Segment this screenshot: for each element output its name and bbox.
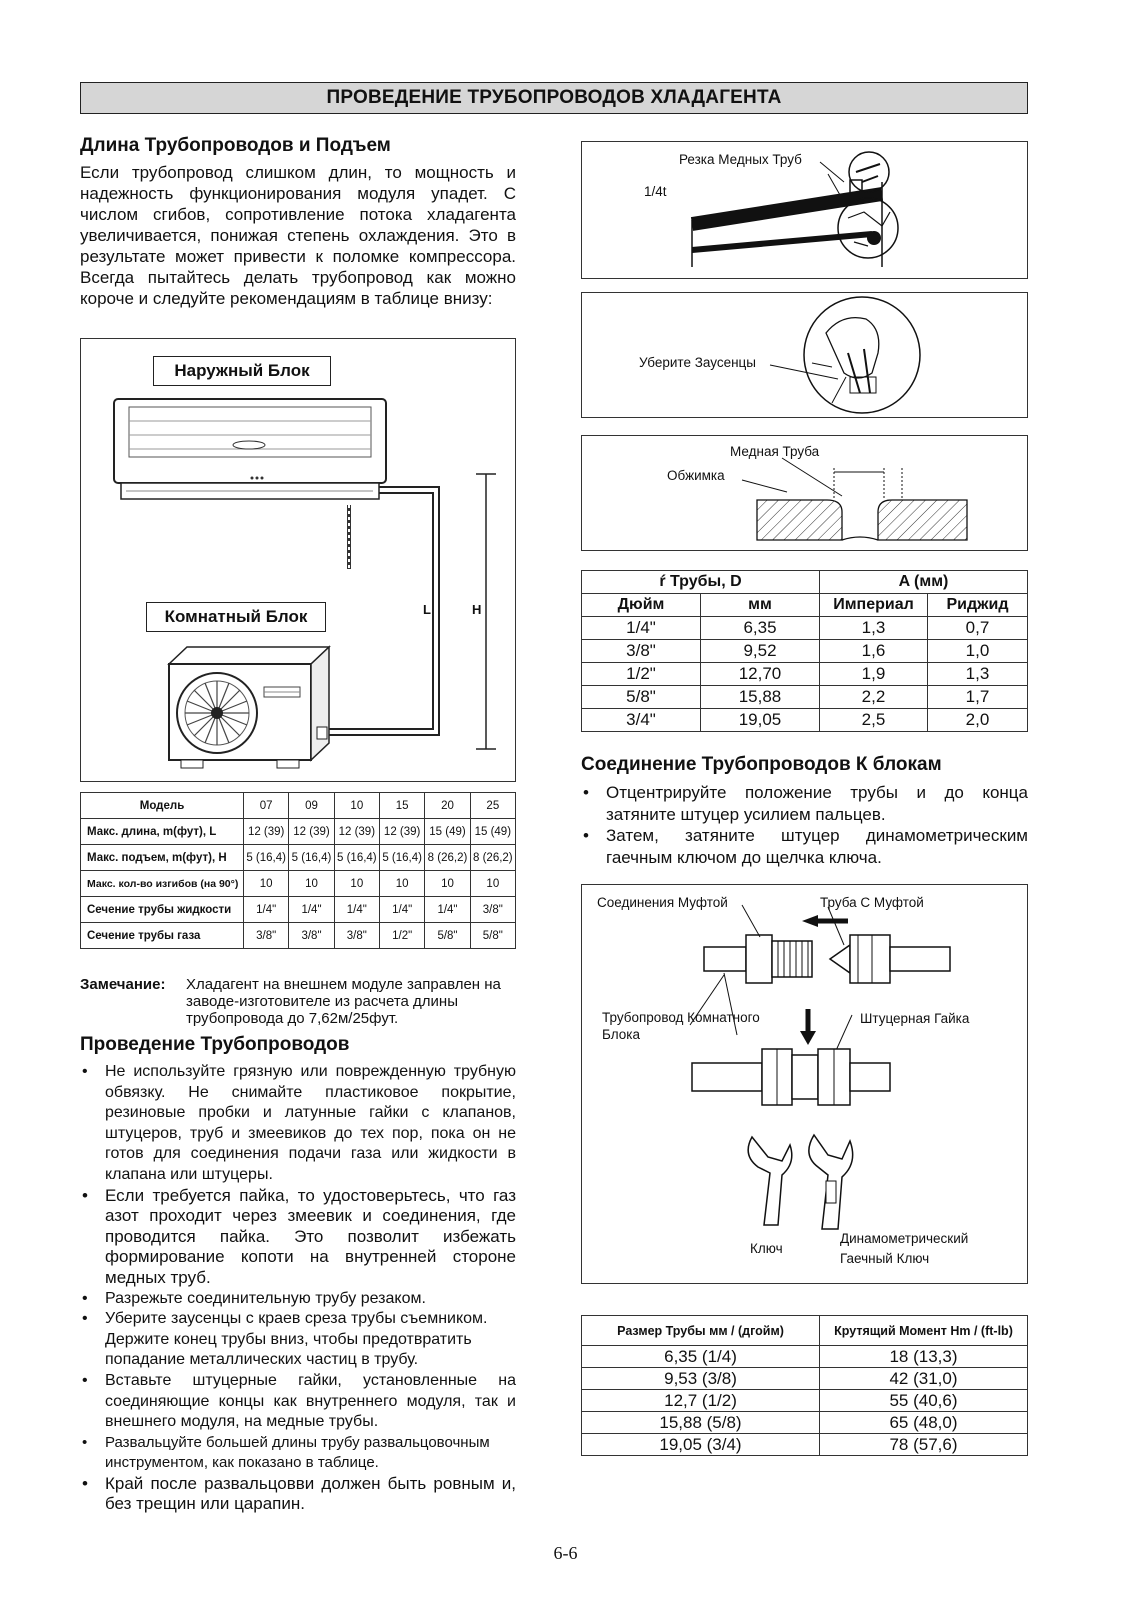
table-row: [582, 1412, 1028, 1434]
torque-header-cell: Размер Трубы мм / (дгойм): [582, 1316, 820, 1346]
flare-nut-label: Штуцерная Гайка: [860, 1011, 970, 1026]
spec-cell: 10: [379, 871, 424, 897]
table-cell: 78 (57,6): [820, 1434, 1028, 1456]
torque-header-cell: Крутящий Момент Hm / (ft-lb): [820, 1316, 1028, 1346]
list-item: • Уберите заусенцы с краев среза трубы съемником. Держите конец трубы вниз, чтобы предотвратить попадание металлических частиц в трубу.: [80, 1309, 516, 1371]
list-item: • Разрежьте соединительную трубу резаком.: [80, 1289, 516, 1310]
spec-row: [81, 845, 516, 871]
list-item: • Развальцуйте большей длины трубу развальцовочным инструментом, как показано в таблице.: [80, 1433, 516, 1474]
spec-cell: 12 (39): [379, 819, 424, 845]
length-label: L: [423, 602, 431, 617]
spec-cell: 1/4": [379, 897, 424, 923]
spec-cell: 5/8": [425, 923, 470, 949]
spec-cell: 8 (26,2): [470, 845, 515, 871]
quarter-thickness-label: 1/4t: [644, 184, 667, 199]
spec-cell: 15 (49): [470, 819, 515, 845]
spec-row-label: Макс. подъем, m(фут), H: [81, 845, 244, 871]
spec-cell: 1/4": [244, 897, 289, 923]
table-cell: 6,35 (1/4): [582, 1346, 820, 1368]
list-item: • Отцентрируйте положение трубы и до конца затяните штуцер усилием пальцев.: [581, 782, 1028, 825]
table-cell: 18 (13,3): [820, 1346, 1028, 1368]
table-row: [582, 1434, 1028, 1456]
figure-deburr: [581, 292, 1028, 418]
spec-cell: 3/8": [470, 897, 515, 923]
table-cell: 5/8": [582, 686, 701, 709]
table-cell: 15,88: [701, 686, 820, 709]
spec-row-label: Макс. длина, m(фут), L: [81, 819, 244, 845]
figure-flare-cross-section: [581, 435, 1028, 551]
spec-row: [81, 871, 516, 897]
table-cell: 2,0: [928, 709, 1028, 732]
spec-cell: 1/2": [379, 923, 424, 949]
flare-header-cell: Риджид: [928, 594, 1028, 617]
spec-cell: 12 (39): [334, 819, 379, 845]
table-cell: 3/4": [582, 709, 701, 732]
table-cell: 65 (48,0): [820, 1412, 1028, 1434]
spec-cell: 3/8": [334, 923, 379, 949]
table-cell: 9,53 (3/8): [582, 1368, 820, 1390]
union-label: Соединения Муфтой: [597, 895, 728, 910]
spec-row: [81, 923, 516, 949]
installation-diagram: [80, 338, 516, 782]
table-cell: 1,7: [928, 686, 1028, 709]
torque-table-header: [582, 1316, 1028, 1346]
height-label: H: [472, 602, 482, 617]
deburr-label: Уберите Заусенцы: [639, 355, 756, 370]
spec-cell: 10: [289, 871, 334, 897]
note-label: Замечание:: [80, 976, 166, 993]
spec-header-cell: 15: [379, 793, 424, 819]
torque-wrench-label: Динамометрический Гаечный Ключ: [840, 1231, 969, 1266]
flare-table-subheader: [582, 594, 1028, 617]
table-cell: 1,6: [820, 640, 928, 663]
spec-row: [81, 819, 516, 845]
figure-cut-pipe: [581, 141, 1028, 279]
piping-bullet-list: [80, 1062, 516, 1515]
table-cell: 1/2": [582, 663, 701, 686]
table-cell: 42 (31,0): [820, 1368, 1028, 1390]
spec-cell: 5 (16,4): [379, 845, 424, 871]
indoor-unit-label: Комнатный Блок: [146, 602, 326, 632]
spec-cell: 5/8": [470, 923, 515, 949]
spec-row-label: Сечение трубы газа: [81, 923, 244, 949]
table-cell: 1,3: [820, 617, 928, 640]
flared-pipe-label: Труба С Муфтой: [820, 895, 924, 910]
installation-diagram-drawing: [81, 339, 517, 783]
table-cell: 2,5: [820, 709, 928, 732]
spec-cell: 5 (16,4): [244, 845, 289, 871]
table-cell: 6,35: [701, 617, 820, 640]
table-row: [582, 1368, 1028, 1390]
spec-header-cell: 07: [244, 793, 289, 819]
table-cell: 1/4": [582, 617, 701, 640]
spec-table: [80, 792, 516, 949]
pipe-connection-drawing: [582, 885, 1029, 1285]
flare-header-cell: Империал: [820, 594, 928, 617]
spec-cell: 15 (49): [425, 819, 470, 845]
section-text-length: Если трубопровод слишком длин, то мощность и надежность функционирования модуля упадет. С числом сгибов, сопротивление потока хладагента увеличивается, понижая степень охлаждения. Это в результате может привести к поломке компрессора. Всегда пытайтесь делать трубопровод как можно короче и следуйте рекомендациям в таблице внизу:: [80, 163, 516, 308]
table-cell: 1,0: [928, 640, 1028, 663]
flare-table-group-header: [582, 571, 1028, 594]
list-item: • Край после развальцовви должен быть ровным и, без трещин или царапин.: [80, 1474, 516, 1515]
table-row: [582, 686, 1028, 709]
spec-cell: 10: [425, 871, 470, 897]
table-cell: 15,88 (5/8): [582, 1412, 820, 1434]
spec-header-cell: 20: [425, 793, 470, 819]
page-number: 6-6: [553, 1543, 578, 1563]
flare-header-cell: Дюйм: [582, 594, 701, 617]
table-row: [582, 1346, 1028, 1368]
table-row: [582, 617, 1028, 640]
spec-cell: 1/4": [425, 897, 470, 923]
table-row: [582, 663, 1028, 686]
spec-cell: 12 (39): [289, 819, 334, 845]
flare-header-cell: ŕ Трубы, D: [582, 571, 820, 594]
section-heading-length: Длина Трубопроводов и Подъем: [80, 135, 391, 156]
spec-header-cell: 10: [334, 793, 379, 819]
spec-table-header: [81, 793, 516, 819]
spec-header-cell: 25: [470, 793, 515, 819]
spec-cell: 3/8": [244, 923, 289, 949]
flare-label: Обжимка: [667, 468, 725, 483]
flare-header-cell: мм: [701, 594, 820, 617]
connection-bullet-list: [581, 782, 1028, 868]
outdoor-unit-label: Наружный Блок: [153, 356, 331, 386]
figure-pipe-connection: [581, 884, 1028, 1284]
table-row: [582, 1390, 1028, 1412]
spec-cell: 8 (26,2): [425, 845, 470, 871]
list-item: • Затем, затяните штуцер динамометрическим гаечным ключом до щелчка ключа.: [581, 825, 1028, 868]
table-cell: 55 (40,6): [820, 1390, 1028, 1412]
table-cell: 9,52: [701, 640, 820, 663]
section-heading-connection: Соединение Трубопроводов К блокам: [581, 754, 942, 775]
page-title: ПРОВЕДЕНИЕ ТРУБОПРОВОДОВ ХЛАДАГЕНТА: [80, 82, 1028, 114]
spec-row-label: Сечение трубы жидкости: [81, 897, 244, 923]
list-item: • Если требуется пайка, то удостоверьтесь, что газ азот проходит через змеевик и соединения, где проводится пайка. Это позволит избежать формирование копоти на внутренней стороне медных труб.: [80, 1186, 516, 1289]
cut-pipe-label: Резка Медных Труб: [679, 152, 802, 167]
table-cell: 2,2: [820, 686, 928, 709]
spec-header-cell: Модель: [81, 793, 244, 819]
flare-dimension-table: [581, 570, 1028, 732]
table-cell: 12,7 (1/2): [582, 1390, 820, 1412]
table-cell: 1,9: [820, 663, 928, 686]
spec-row-label: Макс. кол-во изгибов (на 90°): [81, 871, 244, 897]
copper-pipe-label: Медная Труба: [730, 444, 820, 459]
table-row: [582, 709, 1028, 732]
wrench-label: Ключ: [750, 1241, 783, 1256]
spec-cell: 1/4": [289, 897, 334, 923]
cut-pipe-drawing: [582, 142, 1029, 280]
spec-row: [81, 897, 516, 923]
spec-cell: 3/8": [289, 923, 334, 949]
list-item: • Не используйте грязную или поврежденную трубную обвязку. Не снимайте пластиковое покрытие, резиновые пробки и латунные гайки с клапанов, штуцеров, труб и змеевиков до тех пор, пока он не готов для соединения подачи газа или жидкости в клапана или штуцеры.: [80, 1062, 516, 1186]
note-text: Хладагент на внешнем модуле заправлен на заводе-изготовителе из расчета длины трубопровода до 7,62м/25фут.: [186, 976, 501, 1027]
table-cell: 19,05: [701, 709, 820, 732]
table-cell: 3/8": [582, 640, 701, 663]
section-heading-piping: Проведение Трубопроводов: [80, 1034, 350, 1055]
spec-cell: 5 (16,4): [334, 845, 379, 871]
spec-header-cell: 09: [289, 793, 334, 819]
spec-cell: 10: [334, 871, 379, 897]
table-row: [582, 640, 1028, 663]
spec-cell: 5 (16,4): [289, 845, 334, 871]
spec-cell: 10: [470, 871, 515, 897]
spec-cell: 12 (39): [244, 819, 289, 845]
flare-header-cell: A (мм): [820, 571, 1028, 594]
table-cell: 0,7: [928, 617, 1028, 640]
table-cell: 12,70: [701, 663, 820, 686]
table-cell: 1,3: [928, 663, 1028, 686]
spec-cell: 1/4": [334, 897, 379, 923]
indoor-pipe-label: Трубопровод Комнатного Блока: [602, 1010, 760, 1042]
list-item: • Вставьте штуцерные гайки, установленные на соединяющие концы как внутреннего модуля, так и внешнего модуля, на медные трубы.: [80, 1371, 516, 1433]
spec-cell: 10: [244, 871, 289, 897]
table-cell: 19,05 (3/4): [582, 1434, 820, 1456]
torque-table: [581, 1315, 1028, 1456]
